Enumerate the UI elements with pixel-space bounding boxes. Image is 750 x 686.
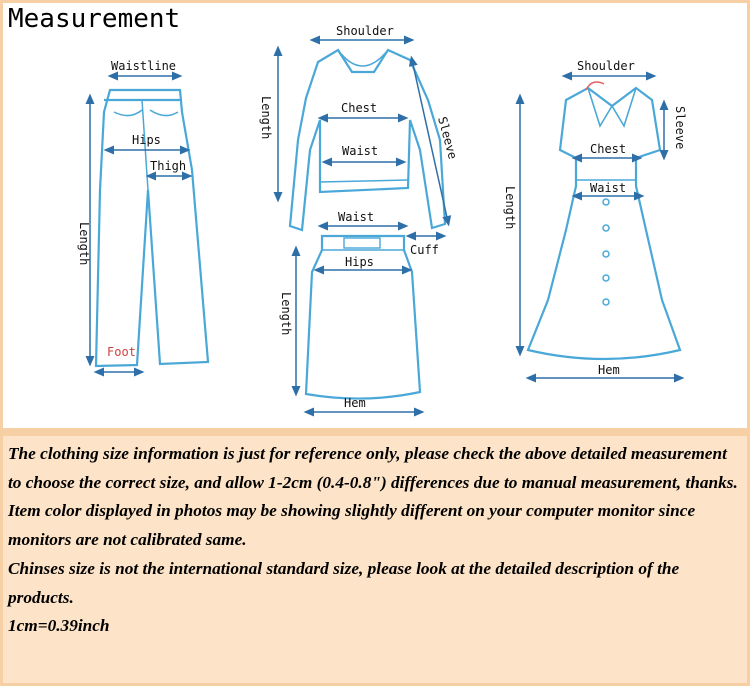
note-conversion: 1cm=0.39inch: [8, 616, 110, 636]
dress-sleeve-label: Sleeve: [673, 106, 687, 150]
dress-waist-label: Waist: [590, 181, 627, 195]
sweater-cuff-label: Cuff: [410, 243, 439, 257]
pants-thigh-label: Thigh: [150, 159, 187, 173]
dress-figure: [528, 88, 680, 359]
sweater-figure: [290, 50, 445, 230]
skirt-hips-label: Hips: [345, 255, 374, 269]
skirt-hem-label: Hem: [344, 396, 366, 410]
note-size-standard: Chinses size is not the international standard size, please look at the detailed description of the products.: [8, 558, 680, 607]
sweater-chest-label: Chest: [341, 101, 378, 115]
pants-waistline-label: Waistline: [111, 59, 177, 73]
pants-figure: [96, 90, 208, 366]
skirt-length-label: Length: [279, 292, 293, 336]
page-title: Measurement: [8, 4, 181, 34]
dress-hem-label: Hem: [598, 363, 620, 377]
pants-foot-label: Foot: [107, 345, 136, 359]
note-color: Item color displayed in photos may be showing slightly different on your computer monitor since monitors are not calibrated same.: [8, 501, 696, 550]
skirt-waist-label: Waist: [338, 210, 375, 224]
size-notes: [8, 440, 743, 641]
sweater-sleeve-label: Sleeve: [435, 115, 460, 161]
sweater-shoulder-label: Shoulder: [336, 24, 394, 38]
dress-length-label: Length: [503, 186, 517, 230]
dress-shoulder-label: Shoulder: [577, 59, 635, 73]
dress-chest-label: Chest: [590, 142, 627, 156]
pants-hips-label: Hips: [132, 133, 161, 147]
dress-buttons: [603, 199, 609, 305]
sweater-waist-label: Waist: [342, 144, 379, 158]
skirt-measure-lines: [296, 226, 420, 412]
pants-length-label: Length: [77, 222, 91, 266]
note-reference: The clothing size information is just for reference only, please check the above detailed measurement to choose the correct size, and allow 1-2cm (0.4-0.8") differences due to manual measurement, thanks.: [8, 444, 738, 492]
sweater-length-label: Length: [259, 96, 273, 140]
